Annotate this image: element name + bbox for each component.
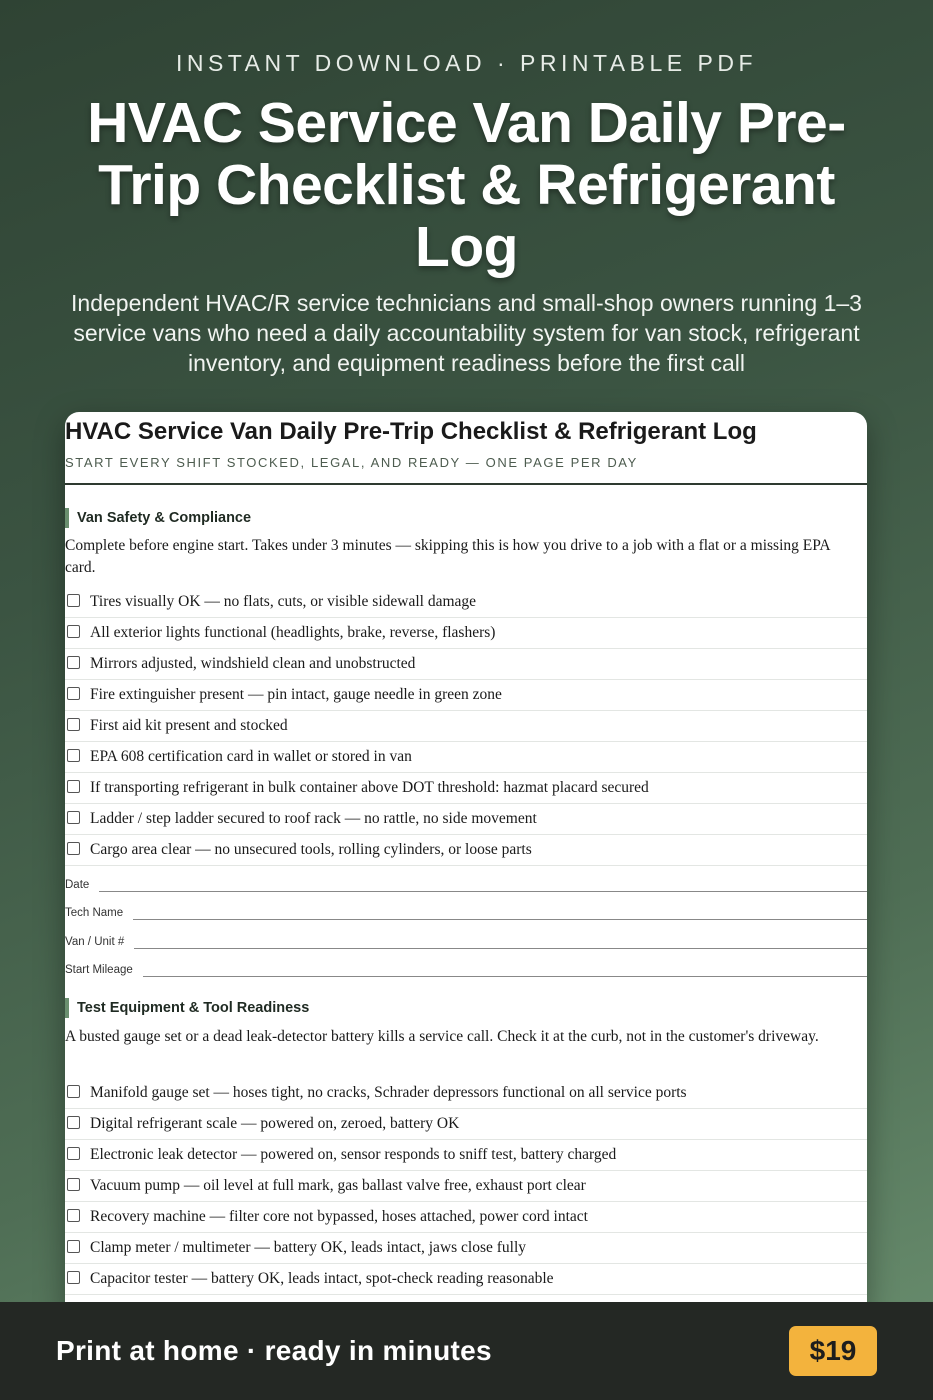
- checklist-item: [65, 680, 867, 711]
- checklist-item-label: Fire extinguisher present — pin intact, gauge needle in green zone: [90, 686, 502, 703]
- checkbox[interactable]: [67, 1085, 80, 1098]
- field-van-unit: [65, 921, 867, 950]
- footer-tagline: Print at home · ready in minutes: [56, 1335, 492, 1366]
- checklist-item: [65, 835, 867, 866]
- checkbox[interactable]: [67, 1209, 80, 1222]
- checklist-item-label: Recovery machine — filter core not bypassed, hoses attached, power cord intact: [90, 1208, 588, 1225]
- checkbox[interactable]: [67, 718, 80, 731]
- checkbox[interactable]: [67, 1271, 80, 1284]
- field-input-line[interactable]: [143, 976, 867, 977]
- checklist-item-label: Vacuum pump — oil level at full mark, gas ballast valve free, exhaust port clear: [90, 1177, 586, 1194]
- checklist-item: [65, 1171, 867, 1202]
- checklist-item-label: Electronic leak detector — powered on, sensor responds to sniff test, battery charged: [90, 1146, 617, 1163]
- checkbox[interactable]: [67, 625, 80, 638]
- checklist-item-label: First aid kit present and stocked: [90, 717, 288, 734]
- checklist-item: [65, 711, 867, 742]
- field-input-line[interactable]: [99, 891, 867, 892]
- checklist-item: [65, 1109, 867, 1140]
- checklist-item: [65, 649, 867, 680]
- checklist-item-label: Ladder / step ladder secured to roof rack — no rattle, no side movement: [90, 810, 537, 827]
- field-date: [65, 864, 867, 893]
- checklist-item: [65, 618, 867, 649]
- checkbox[interactable]: [67, 594, 80, 607]
- checkbox[interactable]: [67, 1147, 80, 1160]
- checklist-item: [65, 1140, 867, 1171]
- product-subtitle: Independent HVAC/R service technicians and small-shop owners running 1–3 service vans who need a daily accountability system for van stock, refrigerant inventory, and equipment readiness before the first call: [71, 290, 862, 376]
- checklist-item-label: Cargo area clear — no unsecured tools, rolling cylinders, or loose parts: [90, 841, 532, 858]
- checkbox[interactable]: [67, 749, 80, 762]
- field-input-line[interactable]: [133, 919, 867, 920]
- checklist-item-label: If transporting refrigerant in bulk container above DOT threshold: hazmat placard secured: [90, 779, 649, 796]
- checklist-item-label: Clamp meter / multimeter — battery OK, leads intact, jaws close fully: [90, 1239, 527, 1256]
- field-input-line[interactable]: [134, 948, 867, 949]
- field-label: Tech Name: [65, 907, 124, 919]
- checkbox[interactable]: [67, 1116, 80, 1129]
- section-heading-van-safety: Van Safety & Compliance: [65, 508, 867, 528]
- checklist-item-label: EPA 608 certification card in wallet or stored in van: [90, 748, 412, 765]
- checklist-item: [65, 1264, 867, 1295]
- sheet-divider: [65, 483, 867, 485]
- checkbox[interactable]: [67, 811, 80, 824]
- product-title: HVAC Service Van Daily Pre-Trip Checklist & Refrigerant Log: [87, 91, 846, 279]
- header-fields: [65, 864, 867, 978]
- checkbox[interactable]: [67, 1178, 80, 1191]
- field-tech-name: [65, 893, 867, 922]
- checklist-item: [65, 1202, 867, 1233]
- checklist-item: [65, 742, 867, 773]
- checklist-item-label: Mirrors adjusted, windshield clean and unobstructed: [90, 655, 416, 672]
- purchase-bar: [0, 1302, 933, 1400]
- checkbox[interactable]: [67, 687, 80, 700]
- checkbox[interactable]: [67, 780, 80, 793]
- checklist-item: [65, 587, 867, 618]
- field-label: Start Mileage: [65, 964, 133, 976]
- sheet-subtitle: START EVERY SHIFT STOCKED, LEGAL, AND READY — ONE PAGE PER DAY: [65, 455, 638, 470]
- checkbox[interactable]: [67, 656, 80, 669]
- checklist-van-safety: [65, 587, 867, 866]
- checklist-item-label: Digital refrigerant scale — powered on, zeroed, battery OK: [90, 1115, 460, 1132]
- price-badge[interactable]: $19: [789, 1326, 877, 1376]
- section-description-test-equipment: A busted gauge set or a dead leak-detector battery kills a service call. Check it at the curb, not in the customer's driveway.: [65, 1028, 819, 1045]
- sheet-title: HVAC Service Van Daily Pre-Trip Checklist & Refrigerant Log: [65, 418, 757, 445]
- checkbox[interactable]: [67, 842, 80, 855]
- checklist-preview: [65, 412, 867, 1312]
- section-description-van-safety: Complete before engine start. Takes under 3 minutes — skipping this is how you drive to a job with a flat or a missing EPA card.: [65, 537, 830, 576]
- field-label: Van / Unit #: [65, 935, 125, 948]
- field-start-mileage: [65, 950, 867, 979]
- checklist-item: [65, 1233, 867, 1264]
- checklist-test-equipment: [65, 1078, 867, 1295]
- checkbox[interactable]: [67, 1240, 80, 1253]
- checklist-item: [65, 804, 867, 835]
- eyebrow-label: INSTANT DOWNLOAD · PRINTABLE PDF: [175, 50, 758, 76]
- section-heading-test-equipment: Test Equipment & Tool Readiness: [65, 998, 867, 1018]
- checklist-item: [65, 1078, 867, 1109]
- checklist-item-label: Tires visually OK — no flats, cuts, or visible sidewall damage: [90, 593, 477, 610]
- checklist-item-label: Capacitor tester — battery OK, leads intact, spot-check reading reasonable: [90, 1270, 554, 1287]
- field-label: Date: [65, 878, 90, 891]
- checklist-item: [65, 773, 867, 804]
- checklist-item-label: Manifold gauge set — hoses tight, no cracks, Schrader depressors functional on all service ports: [90, 1084, 687, 1101]
- checklist-item-label: All exterior lights functional (headlights, brake, reverse, flashers): [90, 624, 496, 641]
